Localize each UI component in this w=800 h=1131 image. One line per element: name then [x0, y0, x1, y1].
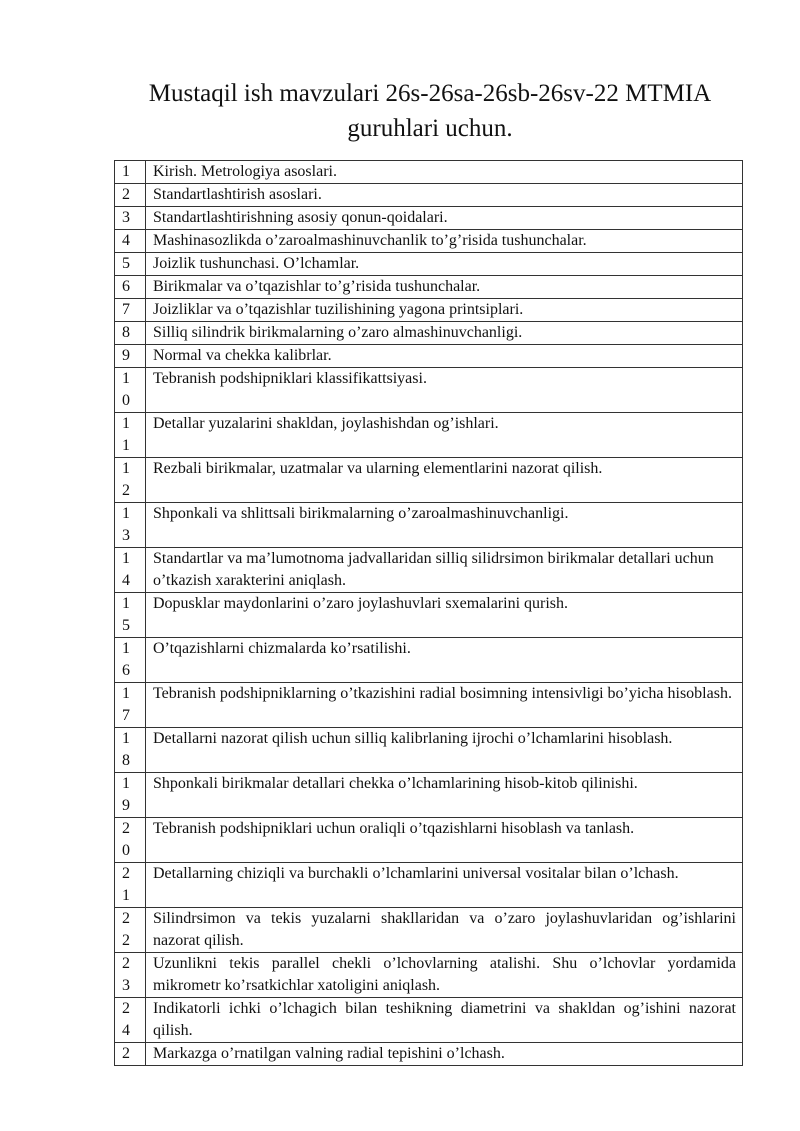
page-title: [100, 76, 760, 146]
topic-title: Detallarning chiziqli va burchakli o’lchamlarini universal vositalar bilan o’lchash.: [146, 863, 743, 908]
topic-number: 2: [115, 184, 146, 207]
topic-number: 15: [115, 593, 146, 638]
table-row: [115, 953, 743, 998]
topic-number: 13: [115, 503, 146, 548]
topics-table: [114, 160, 743, 1066]
topic-number: 21: [115, 863, 146, 908]
topic-number: 17: [115, 683, 146, 728]
topic-number: 14: [115, 548, 146, 593]
table-row: [115, 818, 743, 863]
title-line-1: Mustaqil ish mavzulari 26s-26sa-26sb-26sv-22 MTMIA: [148, 80, 712, 107]
table-row: [115, 413, 743, 458]
topic-number: 11: [115, 413, 146, 458]
table-row: [115, 593, 743, 638]
topic-title: Joizlik tushunchasi. O’lchamlar.: [146, 253, 743, 276]
topic-title: Silliq silindrik birikmalarning o’zaro almashinuvchanligi.: [146, 322, 743, 345]
topic-number: 3: [115, 207, 146, 230]
topic-number: 1: [115, 161, 146, 184]
table-row: [115, 998, 743, 1043]
topic-number: 20: [115, 818, 146, 863]
topic-number: 10: [115, 368, 146, 413]
table-row: [115, 345, 743, 368]
topic-number: 19: [115, 773, 146, 818]
topic-title: Uzunlikni tekis parallel chekli o’lchovlarning atalishi. Shu o’lchovlar yordamida mikrometr ko’rsatkichlar xatoligini aniqlash.: [146, 953, 743, 998]
topic-title: Tebranish podshipniklari uchun oraliqli o’tqazishlarni hisoblash va tanlash.: [146, 818, 743, 863]
topic-title: Markazga o’rnatilgan valning radial tepishini o’lchash.: [146, 1043, 743, 1066]
table-row: [115, 728, 743, 773]
table-row: [115, 322, 743, 345]
topic-title: Dopusklar maydonlarini o’zaro joylashuvlari sxemalarini qurish.: [146, 593, 743, 638]
topic-number: 5: [115, 253, 146, 276]
table-row: [115, 161, 743, 184]
topic-number: 24: [115, 998, 146, 1043]
table-row: [115, 548, 743, 593]
table-row: [115, 1043, 743, 1066]
topic-title: O’tqazishlarni chizmalarda ko’rsatilishi.: [146, 638, 743, 683]
table-row: [115, 299, 743, 322]
topic-title: Detallarni nazorat qilish uchun silliq kalibrlaning ijrochi o’lchamlarini hisoblash.: [146, 728, 743, 773]
table-row: [115, 230, 743, 253]
table-row: [115, 503, 743, 548]
topic-number: 4: [115, 230, 146, 253]
table-row: [115, 253, 743, 276]
table-row: [115, 683, 743, 728]
table-row: [115, 276, 743, 299]
topic-number: 16: [115, 638, 146, 683]
topic-number: 18: [115, 728, 146, 773]
topic-title: Birikmalar va o’tqazishlar to’g’risida tushunchalar.: [146, 276, 743, 299]
table-row: [115, 908, 743, 953]
table-row: [115, 458, 743, 503]
topic-number: 7: [115, 299, 146, 322]
topic-title: Tebranish podshipniklarning o’tkazishini radial bosimning intensivligi bo’yicha hisoblash.: [146, 683, 743, 728]
topic-title: Mashinasozlikda o’zaroalmashinuvchanlik to’g’risida tushunchalar.: [146, 230, 743, 253]
table-row: [115, 773, 743, 818]
title-line-2: guruhlari uchun.: [347, 115, 513, 142]
topic-number: 6: [115, 276, 146, 299]
table-row: [115, 207, 743, 230]
topic-title: Joizliklar va o’tqazishlar tuzilishining yagona printsiplari.: [146, 299, 743, 322]
topic-title: Normal va chekka kalibrlar.: [146, 345, 743, 368]
topic-title: Indikatorli ichki o’lchagich bilan teshikning diametrini va shakldan og’ishini nazorat qilish.: [146, 998, 743, 1043]
topic-title: Shponkali va shlittsali birikmalarning o’zaroalmashinuvchanligi.: [146, 503, 743, 548]
table-row: [115, 368, 743, 413]
topic-number: 9: [115, 345, 146, 368]
topic-number: 2: [115, 1043, 146, 1066]
table-row: [115, 184, 743, 207]
topic-number: 8: [115, 322, 146, 345]
topic-title: Standartlashtirishning asosiy qonun-qoidalari.: [146, 207, 743, 230]
topic-title: Standartlashtirish asoslari.: [146, 184, 743, 207]
topic-title: Tebranish podshipniklari klassifikattsiyasi.: [146, 368, 743, 413]
topic-title: Rezbali birikmalar, uzatmalar va ularning elementlarini nazorat qilish.: [146, 458, 743, 503]
table-row: [115, 863, 743, 908]
topic-title: Silindrsimon va tekis yuzalarni shakllaridan va o’zaro joylashuvlaridan og’ishlarini nazorat qilish.: [146, 908, 743, 953]
table-row: [115, 638, 743, 683]
topic-title: Detallar yuzalarini shakldan, joylashishdan og’ishlari.: [146, 413, 743, 458]
topic-number: 12: [115, 458, 146, 503]
topic-title: Shponkali birikmalar detallari chekka o’lchamlarining hisob-kitob qilinishi.: [146, 773, 743, 818]
topic-number: 23: [115, 953, 146, 998]
topic-title: Kirish. Metrologiya asoslari.: [146, 161, 743, 184]
topic-title: Standartlar va ma’lumotnoma jadvallaridan silliq silidrsimon birikmalar detallari uchun o’tkazish xarakterini aniqlash.: [146, 548, 743, 593]
topic-number: 22: [115, 908, 146, 953]
